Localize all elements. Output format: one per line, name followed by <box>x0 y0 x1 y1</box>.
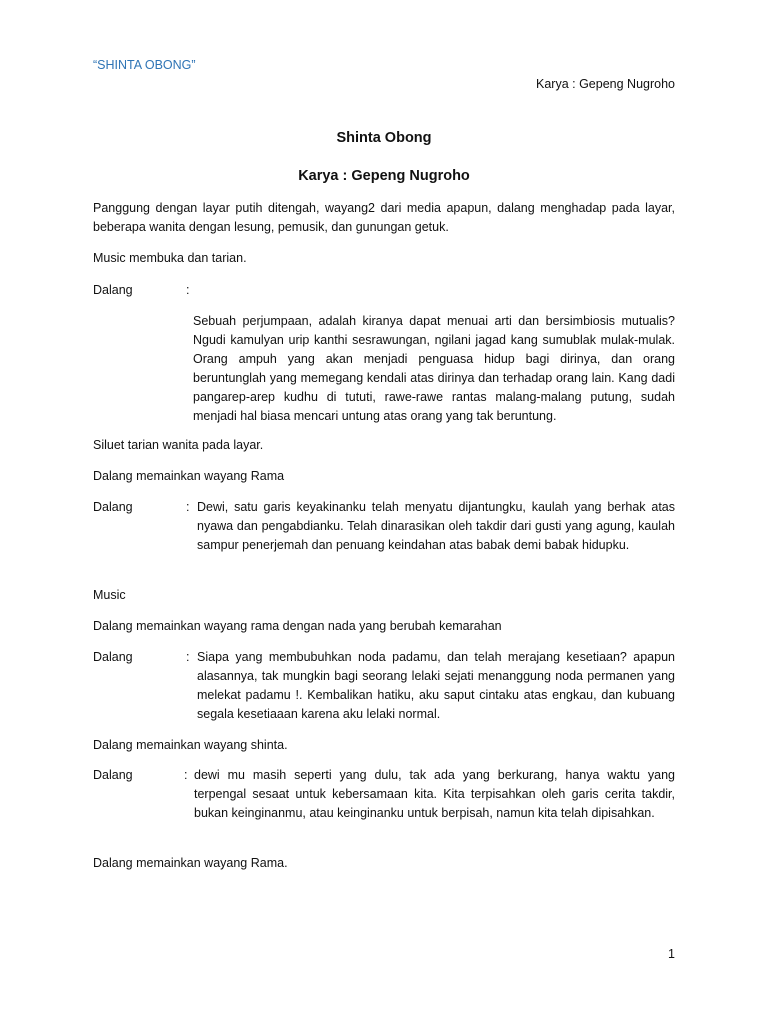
doc-title: Shinta Obong <box>336 130 432 146</box>
speech-3: Siapa yang membubuhkan noda padamu, dan telah merajang kesetiaan? apapun alasannya, tak mungkin bagi seorang lelaki sejati menanggung noda permanen yang melekat padamu !. Kembalikan hatiku, aku saput cintaku atas engkau, dan kubuang segala kesetiaaan karena aku lelaki normal. <box>197 650 675 721</box>
speaker-colon: : <box>186 500 190 514</box>
stage-direction-3: Dalang memainkan wayang shinta. <box>93 738 288 752</box>
stage-direction-2: Dalang memainkan wayang rama dengan nada yang berubah kemarahan <box>93 619 502 633</box>
speaker-label: Dalang <box>93 283 133 297</box>
speaker-label: Dalang <box>93 768 133 782</box>
doc-subtitle: Karya : Gepeng Nugroho <box>298 168 470 184</box>
speaker-label: Dalang <box>93 500 133 514</box>
speech-1: Sebuah perjumpaan, adalah kiranya dapat menuai arti dan bersimbiosis mutualis? Ngudi kamulyan urip kanthi sesrawungan, ngilani jagad kang sumublak mulak-mulak. Orang ampuh yang akan menjadi penguasa hidup bagi dirinya, dan orang beruntunglah yang memegang kendali atas dirinya dan terhadap orang lain. Kang dadi pangarep-arep kudhu di tututi, rawe-rawe rantas malang-malang putung, sudah menjadi hal biasa mencari untung atas orang yang tak beruntung. <box>193 314 675 423</box>
speaker-colon: : <box>184 768 188 782</box>
music-open-line: Music membuka dan tarian. <box>93 251 247 265</box>
speaker-colon: : <box>186 650 190 664</box>
stage-direction-1: Dalang memainkan wayang Rama <box>93 469 285 483</box>
stage-direction-siluet: Siluet tarian wanita pada layar. <box>93 438 264 452</box>
speech-2: Dewi, satu garis keyakinanku telah menyatu dijantungku, kaulah yang berhak atas nyawa dan pengabdianku. Telah dinarasikan oleh takdir dari gusti yang agung, kaulah sampur penerjemah dan penuang keindahan atas babak demi babak hidupku. <box>197 500 675 552</box>
speech-4: dewi mu masih seperti yang dulu, tak ada yang berkurang, hanya waktu yang terpengal sesaat untuk kebersamaan kita. Kita terpisahkan oleh garis cerita takdir, bukan keinginanmu, atau keinginanku untuk berpisah, namun kita telah dipisahkan. <box>194 768 675 820</box>
intro-paragraph: Panggung dengan layar putih ditengah, wayang2 dari media apapun, dalang menghadap pada layar, beberapa wanita dengan lesung, pemusik, dan gunungan getuk. <box>93 201 675 234</box>
header-title: “SHINTA OBONG” <box>93 58 196 72</box>
header-author: Karya : Gepeng Nugroho <box>536 77 675 91</box>
speaker-colon: : <box>186 283 190 297</box>
music-line: Music <box>93 588 126 602</box>
page-number: 1 <box>668 947 675 961</box>
speaker-label: Dalang <box>93 650 133 664</box>
stage-direction-4: Dalang memainkan wayang Rama. <box>93 856 288 870</box>
